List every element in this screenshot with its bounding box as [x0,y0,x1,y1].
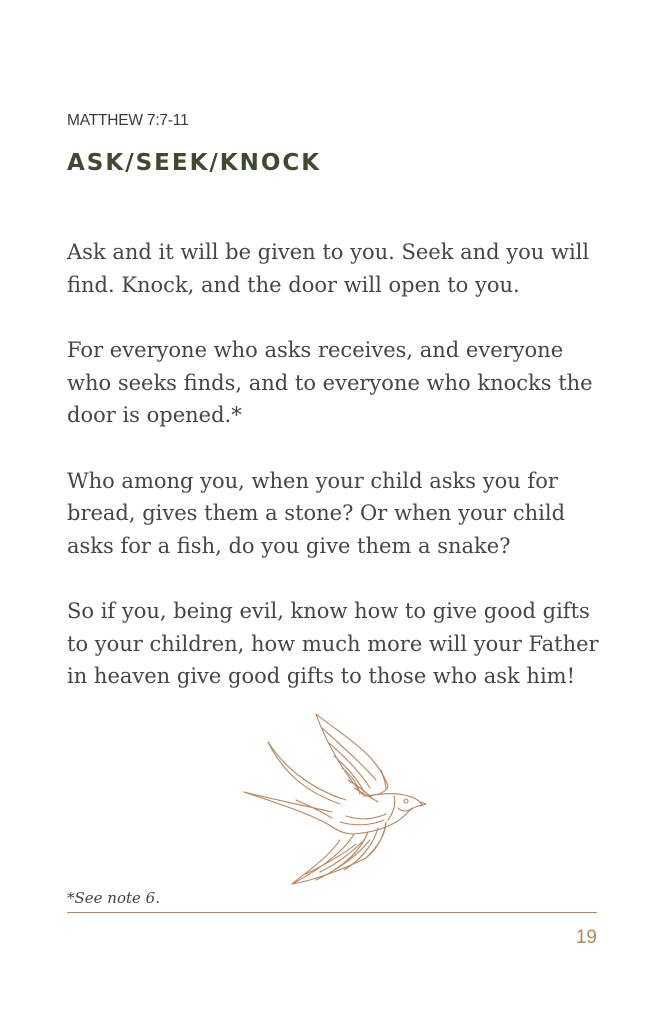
page-title: ASK/SEEK/KNOCK [67,150,322,176]
paragraph-3: Who among you, when your child asks you for bread, gives them a stone? Or when your child asks for a fish, do you give them a snake? [67,468,566,558]
page-number: 19 [575,927,597,948]
paragraph-4: So if you, being evil, know how to give good gifts to your children, how much more will your Father in heaven give good gifts to those who ask him! [67,599,599,688]
scripture-text [67,236,612,726]
swallow-bird-icon [236,708,426,888]
paragraph-1: Ask and it will be given to you. Seek and you will find. Knock, and the door will open to you. [67,240,590,297]
footer-divider [67,912,597,913]
scripture-reference: MATTHEW 7:7-11 [67,112,189,129]
footnote: *See note 6. [67,889,160,907]
paragraph-2: For everyone who asks receives, and everyone who seeks finds, and to everyone who knocks the door is opened.* [67,338,593,427]
